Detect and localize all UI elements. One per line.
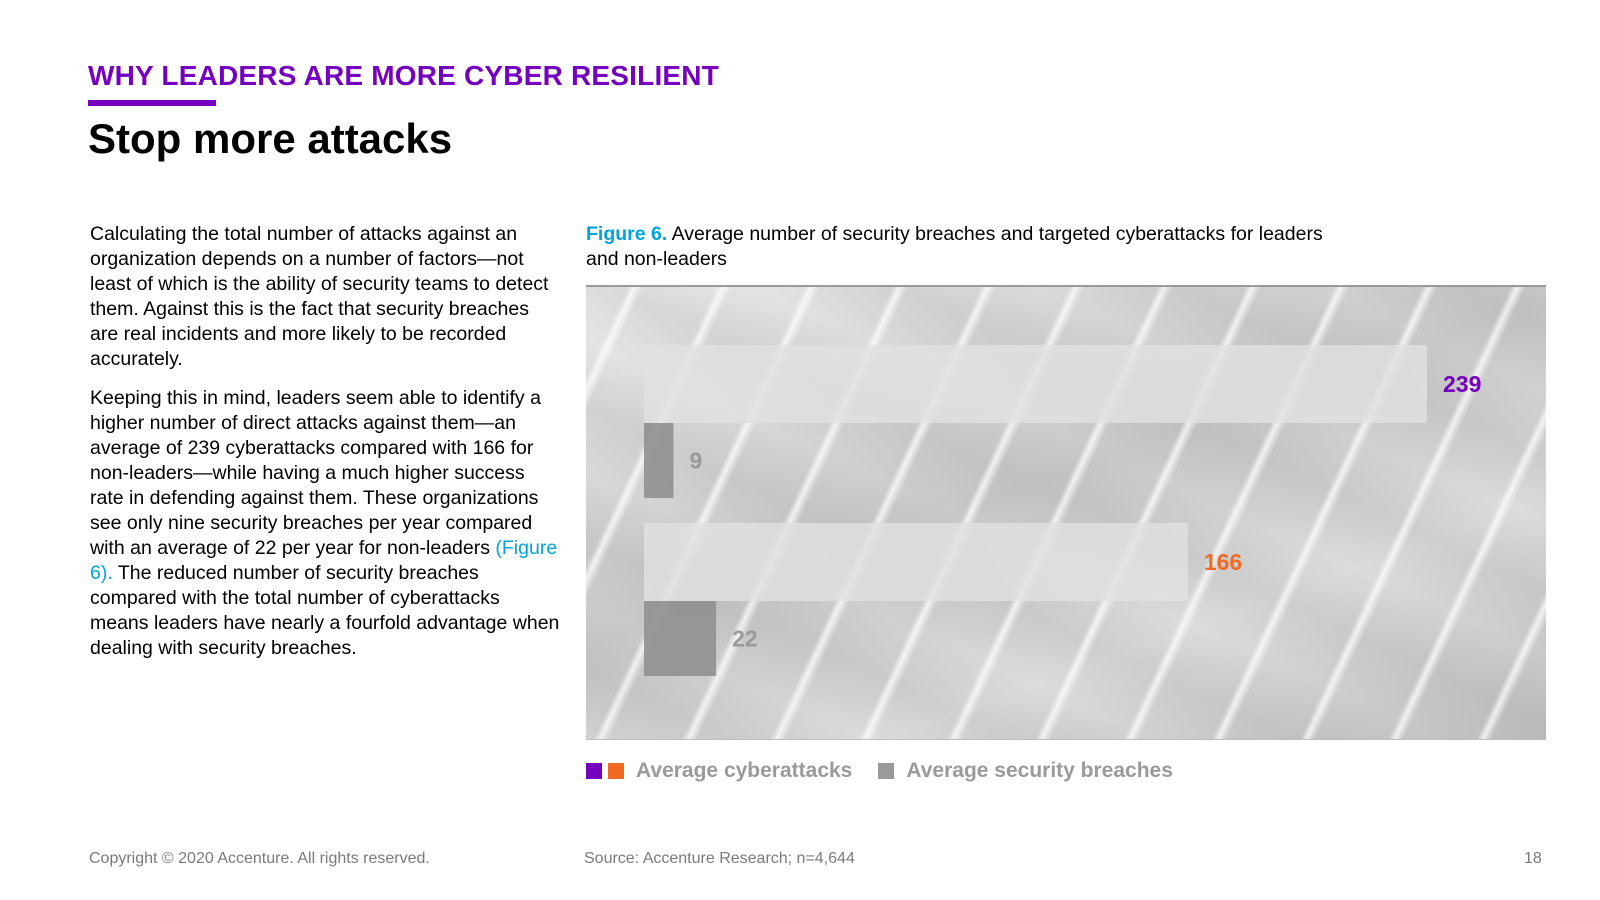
bar-cyberattacks-0 bbox=[644, 345, 1427, 423]
figure-caption-text: Average number of security breaches and targeted cyberattacks for leaders and non-leaders bbox=[586, 223, 1323, 270]
source-note: Source: Accenture Research; n=4,644 bbox=[584, 850, 855, 867]
bar-breaches-3 bbox=[644, 601, 716, 676]
legend-label-attacks: Average cyberattacks bbox=[636, 759, 853, 782]
bar-breaches-1 bbox=[644, 423, 673, 498]
body-paragraph-1: Calculating the total number of attacks against an organization depends on a number of factors—not least of which is the ability of security teams to detect them. Against this is the fact that security breaches are real incidents and more likely to be recorded accurately. bbox=[90, 223, 549, 370]
legend-swatch-nonleaders-attacks bbox=[608, 763, 624, 779]
bar-value-label-1: 9 bbox=[689, 447, 703, 474]
body-paragraph-2-text-end: The reduced number of security breaches compared with the total number of cyberattacks means leaders have nearly a fourfold advantage when dealing with security breaches. bbox=[90, 562, 560, 659]
chart-legend bbox=[586, 758, 1173, 784]
figure-6-link[interactable]: (Figure 6). bbox=[90, 537, 558, 584]
bar-value-label-3: 22 bbox=[732, 625, 758, 652]
legend-label-breaches: Average security breaches bbox=[906, 759, 1173, 782]
section-eyebrow: WHY LEADERS ARE MORE CYBER RESILIENT bbox=[88, 60, 720, 91]
chart-area bbox=[586, 285, 1546, 740]
eyebrow-underline bbox=[88, 100, 216, 106]
bar-chart bbox=[586, 287, 1546, 739]
page-title: Stop more attacks bbox=[88, 115, 453, 162]
figure-label: Figure 6. bbox=[586, 223, 668, 245]
bar-value-label-2: 166 bbox=[1203, 549, 1243, 575]
legend-swatch-leaders-attacks bbox=[586, 763, 602, 779]
figure-caption bbox=[586, 222, 1346, 272]
page-number: 18 bbox=[1524, 850, 1542, 867]
body-paragraph-2-text: Keeping this in mind, leaders seem able to identify a higher number of direct attacks against them—an average of 239 cyberattacks compared with 166 for non-leaders—while having a much higher success rate in defending against them. These organizations see only nine security breaches per year compared with an average of 22 per year for non-leaders bbox=[90, 387, 541, 559]
body-paragraph-2 bbox=[90, 386, 560, 661]
bar-value-label-0: 239 bbox=[1443, 371, 1482, 397]
bar-cyberattacks-2 bbox=[644, 523, 1188, 601]
legend-swatch-breaches bbox=[878, 763, 894, 779]
body-text bbox=[90, 222, 560, 675]
copyright-notice: Copyright © 2020 Accenture. All rights reserved. bbox=[89, 850, 430, 867]
